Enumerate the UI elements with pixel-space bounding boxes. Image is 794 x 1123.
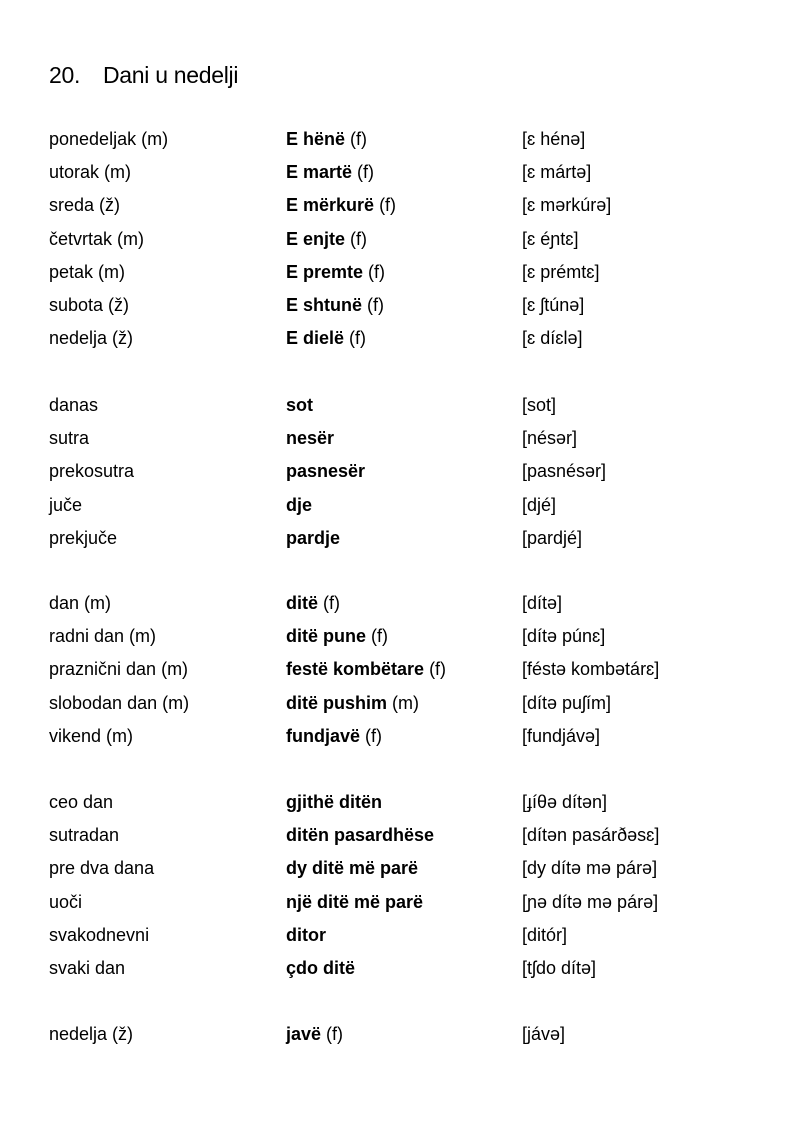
albanian-term-cell xyxy=(286,161,374,183)
pronunciation: [ɛ mártə] xyxy=(522,162,592,183)
albanian-term: sot xyxy=(286,395,313,415)
section-number: 20. xyxy=(49,62,81,88)
albanian-term-cell xyxy=(286,327,366,349)
serbian-term: ponedeljak (m) xyxy=(49,129,169,149)
albanian-term: një ditë më parë xyxy=(286,891,424,912)
albanian-term: ditë pune xyxy=(286,626,366,647)
vocab-group xyxy=(0,1023,794,1056)
pronunciation: [ditór] xyxy=(522,924,568,945)
albanian-term: gjithë ditën xyxy=(286,792,382,812)
albanian-term: E mërkurë xyxy=(286,195,375,216)
gender-marker: (f) xyxy=(362,294,385,315)
pronunciation: [ɛ díɛlə] xyxy=(522,328,583,349)
albanian-term: E martë xyxy=(286,162,353,183)
albanian-term: festë kombëtare xyxy=(286,659,425,680)
serbian-term: vikend (m) xyxy=(49,725,134,746)
vocab-row xyxy=(0,228,794,261)
serbian-term: ceo dan xyxy=(49,792,114,812)
albanian-term-cell xyxy=(286,228,367,250)
serbian-term: sreda (ž) xyxy=(49,195,121,216)
serbian-term: prekosutra xyxy=(49,461,135,482)
gender-marker: (f) xyxy=(366,626,388,647)
serbian-term: dan (m) xyxy=(49,593,112,613)
serbian-term: sutradan xyxy=(49,825,120,846)
serbian-term: subota (ž) xyxy=(49,294,130,315)
pronunciation: [sot] xyxy=(522,395,557,415)
pronunciation: [ɛ prémtɛ] xyxy=(522,261,600,282)
albanian-term-cell xyxy=(286,924,326,946)
pronunciation: [ɛ ʃtúnə] xyxy=(522,294,585,315)
albanian-term: javë xyxy=(286,1024,322,1044)
albanian-term: fundjavë xyxy=(286,725,361,746)
serbian-term: slobodan dan (m) xyxy=(49,692,190,713)
albanian-term-cell xyxy=(286,128,367,150)
vocab-row xyxy=(0,161,794,194)
albanian-term: pardje xyxy=(286,527,341,548)
albanian-term-cell xyxy=(286,294,384,316)
albanian-term-cell xyxy=(286,394,313,416)
albanian-term-cell xyxy=(286,857,418,879)
albanian-term: ditë pushim xyxy=(286,692,388,713)
vocab-group xyxy=(0,791,794,990)
albanian-term: E enjte xyxy=(286,228,346,249)
pronunciation: [féstə kombətárɛ] xyxy=(522,659,660,680)
albanian-term-cell xyxy=(286,592,340,614)
serbian-term: pre dva dana xyxy=(49,858,155,879)
albanian-term-cell xyxy=(286,527,340,549)
serbian-term: svakodnevni xyxy=(49,924,150,945)
pronunciation: [ɲə dítə mə párə] xyxy=(522,891,659,912)
vocab-row xyxy=(0,891,794,924)
serbian-term: praznični dan (m) xyxy=(49,659,189,680)
albanian-term: pasnesër xyxy=(286,461,366,482)
serbian-term: utorak (m) xyxy=(49,162,132,183)
pronunciation: [pasnésər] xyxy=(522,461,607,482)
albanian-term-cell xyxy=(286,460,365,482)
albanian-term: E dielë xyxy=(286,328,345,349)
albanian-term: dje xyxy=(286,494,313,515)
vocab-row xyxy=(0,294,794,327)
albanian-term: E hënë xyxy=(286,129,346,149)
serbian-term: uoči xyxy=(49,891,83,912)
gender-marker: (f) xyxy=(424,659,447,680)
vocab-row xyxy=(0,194,794,227)
serbian-term: četvrtak (m) xyxy=(49,228,145,249)
vocab-row xyxy=(0,394,794,427)
vocab-group xyxy=(0,394,794,560)
pronunciation: [fundjávə] xyxy=(522,725,601,746)
albanian-term-cell xyxy=(286,261,385,283)
albanian-term-cell xyxy=(286,494,312,516)
vocab-row xyxy=(0,427,794,460)
vocab-row xyxy=(0,527,794,560)
pronunciation: [ɛ mərkúrə] xyxy=(522,195,612,216)
pronunciation: [nésər] xyxy=(522,428,578,449)
vocab-row xyxy=(0,1023,794,1056)
albanian-term: nesër xyxy=(286,428,335,449)
vocab-row xyxy=(0,725,794,758)
pronunciation: [pardjé] xyxy=(522,527,583,548)
vocab-row xyxy=(0,625,794,658)
gender-marker: (f) xyxy=(374,195,397,216)
albanian-term-cell xyxy=(286,957,355,979)
vocab-row xyxy=(0,957,794,990)
gender-marker: (f) xyxy=(321,1024,344,1044)
section-title: Dani u nedelji xyxy=(103,62,239,88)
gender-marker: (f) xyxy=(318,593,341,613)
serbian-term: radni dan (m) xyxy=(49,626,157,647)
pronunciation: [dítə púnɛ] xyxy=(522,626,606,647)
albanian-term: ditën pasardhëse xyxy=(286,825,435,846)
pronunciation: [ɟíθə dítən] xyxy=(522,792,608,812)
albanian-term-cell xyxy=(286,625,388,647)
gender-marker: (m) xyxy=(387,692,419,713)
vocab-row xyxy=(0,791,794,824)
gender-marker: (f) xyxy=(352,162,375,183)
serbian-term: nedelja (ž) xyxy=(49,328,134,349)
page-title xyxy=(49,62,238,89)
albanian-term-cell xyxy=(286,891,423,913)
albanian-term-cell xyxy=(286,692,419,714)
gender-marker: (f) xyxy=(363,261,386,282)
pronunciation: [dítən pasárðəsɛ] xyxy=(522,825,660,846)
gender-marker: (f) xyxy=(344,328,367,349)
gender-marker: (f) xyxy=(360,725,383,746)
albanian-term-cell xyxy=(286,427,334,449)
serbian-term: svaki dan xyxy=(49,957,126,978)
serbian-term: juče xyxy=(49,494,83,515)
vocab-row xyxy=(0,857,794,890)
serbian-term: danas xyxy=(49,395,99,415)
albanian-term-cell xyxy=(286,658,446,680)
albanian-term: ditë xyxy=(286,593,319,613)
albanian-term: E shtunë xyxy=(286,294,363,315)
vocab-row xyxy=(0,924,794,957)
vocab-row xyxy=(0,261,794,294)
pronunciation: [dy dítə mə párə] xyxy=(522,858,658,879)
vocab-row xyxy=(0,128,794,161)
serbian-term: nedelja (ž) xyxy=(49,1024,134,1044)
gender-marker: (f) xyxy=(345,129,368,149)
vocab-row xyxy=(0,494,794,527)
albanian-term: E premte xyxy=(286,261,364,282)
pronunciation: [tʃdo dítə] xyxy=(522,957,597,978)
vocab-row xyxy=(0,327,794,360)
gender-marker: (f) xyxy=(345,228,368,249)
serbian-term: prekjuče xyxy=(49,527,118,548)
pronunciation: [jávə] xyxy=(522,1024,566,1044)
vocab-group xyxy=(0,592,794,758)
vocab-row xyxy=(0,824,794,857)
serbian-term: sutra xyxy=(49,428,90,449)
albanian-term: dy ditë më parë xyxy=(286,858,419,879)
serbian-term: petak (m) xyxy=(49,261,126,282)
albanian-term-cell xyxy=(286,791,382,813)
pronunciation: [ɛ hénə] xyxy=(522,129,586,149)
albanian-term-cell xyxy=(286,824,434,846)
albanian-term: çdo ditë xyxy=(286,957,356,978)
albanian-term-cell xyxy=(286,1023,343,1045)
vocab-row xyxy=(0,658,794,691)
vocab-row xyxy=(0,692,794,725)
albanian-term-cell xyxy=(286,725,382,747)
pronunciation: [dítə puʃím] xyxy=(522,692,612,713)
pronunciation: [ɛ éɲtɛ] xyxy=(522,228,579,249)
vocab-row xyxy=(0,592,794,625)
vocab-row xyxy=(0,460,794,493)
pronunciation: [djé] xyxy=(522,494,557,515)
vocab-group xyxy=(0,128,794,360)
pronunciation: [dítə] xyxy=(522,593,563,613)
albanian-term: ditor xyxy=(286,924,326,945)
albanian-term-cell xyxy=(286,194,396,216)
